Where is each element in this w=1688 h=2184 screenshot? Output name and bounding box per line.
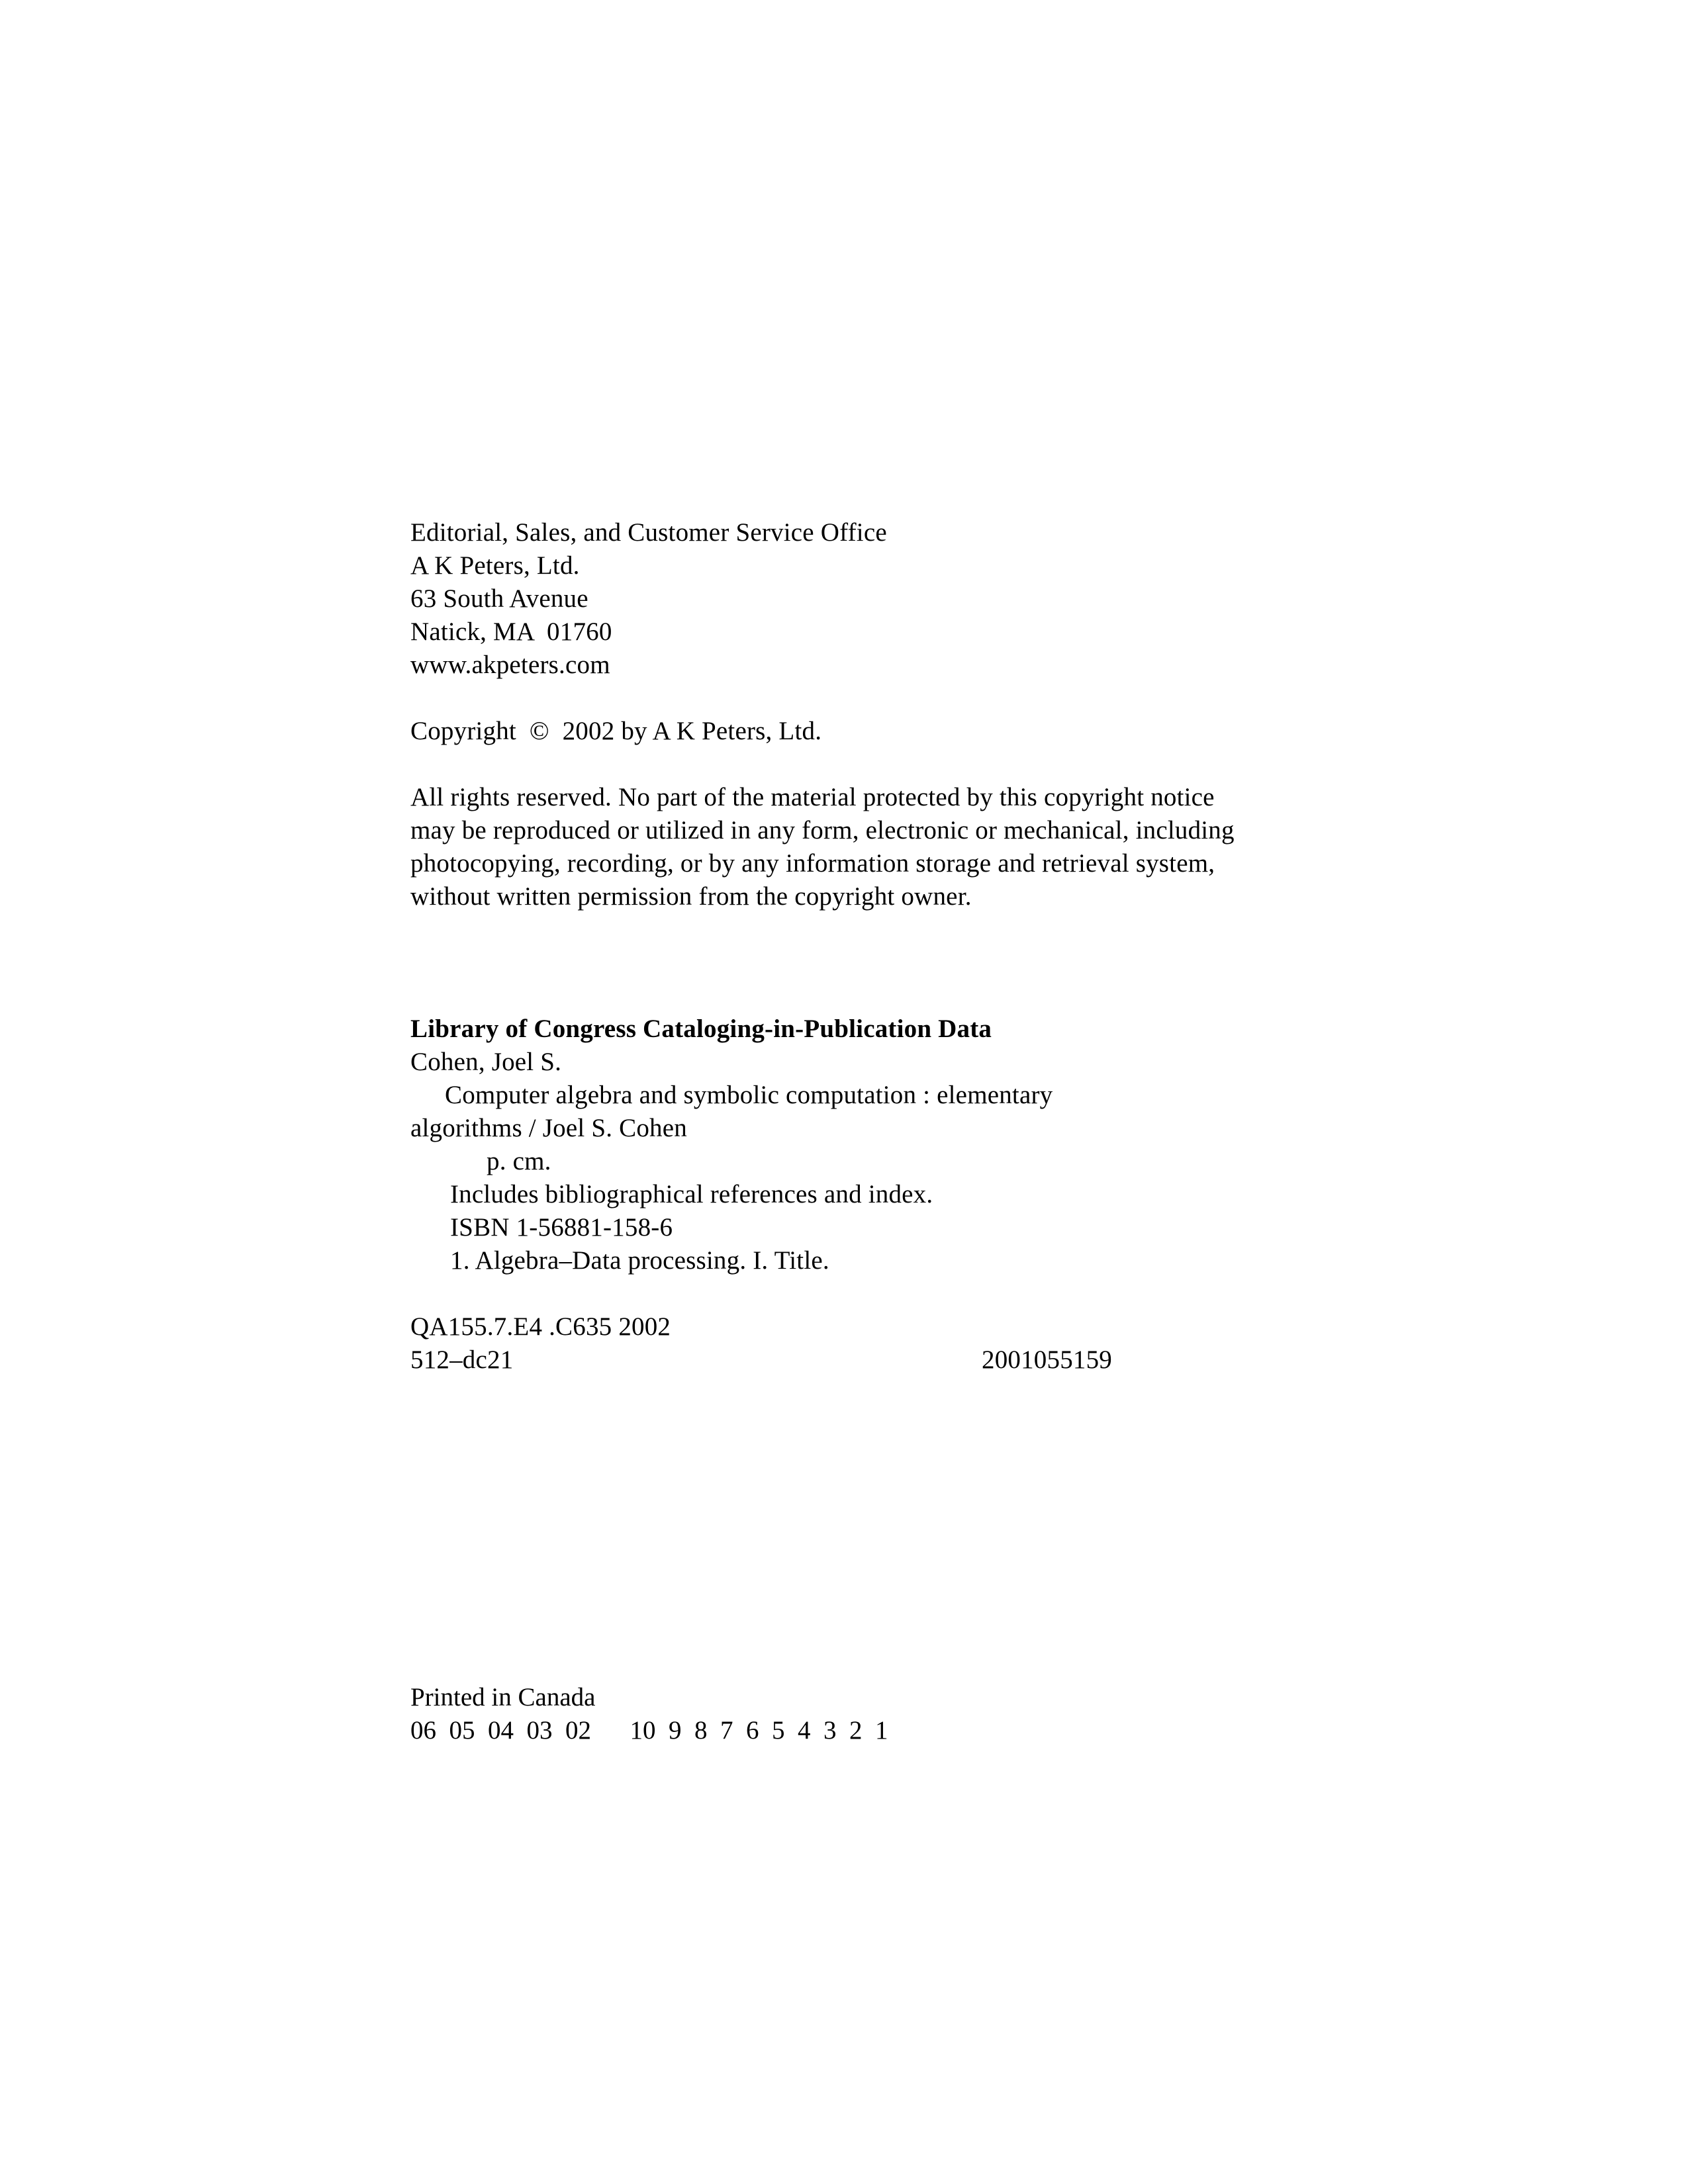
cip-author: Cohen, Joel S. <box>410 1048 562 1076</box>
classification-block <box>410 1310 1350 1377</box>
spacer-before-cip <box>410 913 1350 1013</box>
printing-block <box>410 1681 888 1747</box>
printed-in: Printed in Canada <box>410 1683 596 1711</box>
rights-line-2: may be reproduced or utilized in any form, electronic or mechanical, including <box>410 816 1235 844</box>
publisher-address-block <box>410 516 1350 682</box>
rights-reserved-block <box>410 781 1350 913</box>
cip-subjects: 1. Algebra–Data processing. I. Title. <box>450 1246 829 1275</box>
call-number: QA155.7.E4 .C635 2002 <box>410 1312 671 1341</box>
dewey-lccn-row <box>410 1343 1112 1377</box>
lccn-number: 2001055159 <box>982 1345 1112 1374</box>
cip-title-line-2: algorithms / Joel S. Cohen <box>410 1114 687 1142</box>
spacer-before-classification <box>410 1277 1350 1310</box>
publisher-street: 63 South Avenue <box>410 584 588 613</box>
rights-line-4: without written permission from the copyright owner. <box>410 882 972 911</box>
publisher-company: A K Peters, Ltd. <box>410 551 580 580</box>
copyright-content <box>410 516 1350 1377</box>
publisher-city-state-zip: Natick, MA 01760 <box>410 617 612 646</box>
dewey-number: 512–dc21 <box>410 1345 514 1374</box>
cip-block <box>410 1013 1350 1277</box>
publisher-office-label: Editorial, Sales, and Customer Service Office <box>410 518 887 547</box>
printing-number-line: 06 05 04 03 02 10 9 8 7 6 5 4 3 2 1 <box>410 1716 888 1745</box>
cip-includes-note: Includes bibliographical references and index. <box>450 1180 933 1208</box>
cip-pagination: p. cm. <box>487 1147 551 1175</box>
cip-title-line-1: Computer algebra and symbolic computation : elementary <box>445 1081 1053 1109</box>
rights-line-3: photocopying, recording, or by any information storage and retrieval system, <box>410 849 1215 878</box>
cip-heading: Library of Congress Cataloging-in-Publication Data <box>410 1015 992 1043</box>
rights-line-1: All rights reserved. No part of the material protected by this copyright notice <box>410 783 1215 811</box>
copyright-notice-block <box>410 715 1350 748</box>
cip-isbn: ISBN 1-56881-158-6 <box>450 1213 673 1242</box>
publisher-website: www.akpeters.com <box>410 651 610 679</box>
spacer-after-copyright <box>410 748 1350 781</box>
copyright-notice: Copyright © 2002 by A K Peters, Ltd. <box>410 717 822 745</box>
spacer-after-address <box>410 682 1350 715</box>
